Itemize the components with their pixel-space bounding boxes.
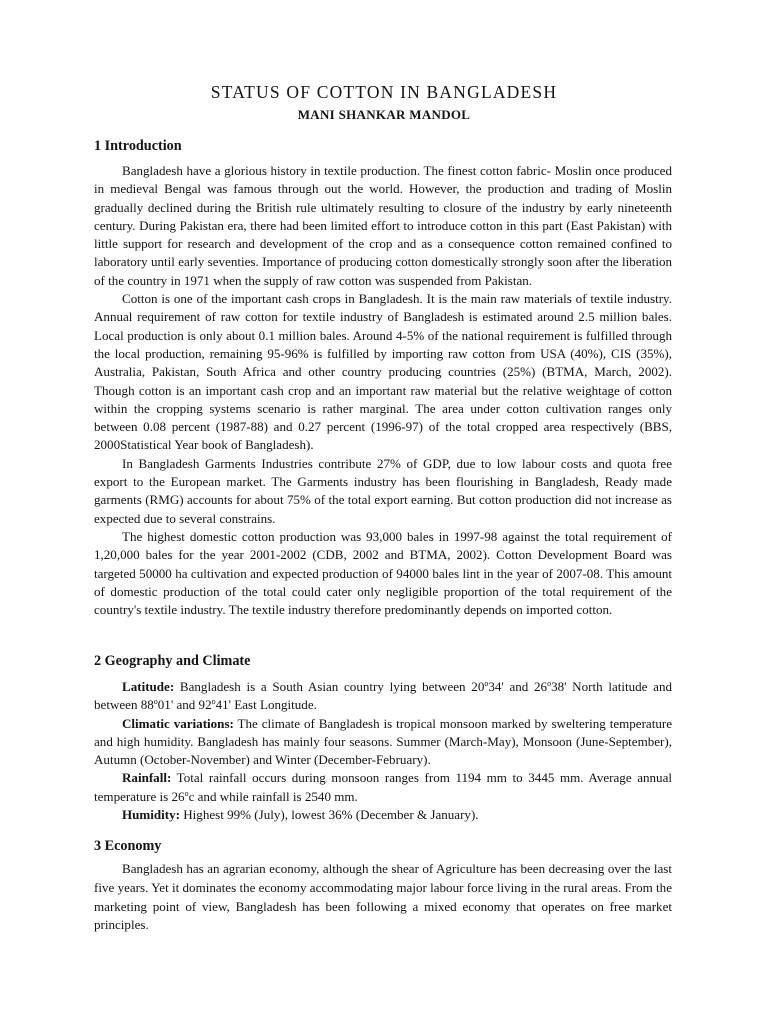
introduction-body — [94, 162, 672, 619]
humidity-text: Highest 99% (July), lowest 36% (December & January). — [180, 807, 479, 823]
rainfall-label: Rainfall: — [122, 770, 172, 786]
degree-superscript: o — [484, 679, 489, 688]
economy-paragraph: Bangladesh has an agrarian economy, although the shear of Agriculture has been decreasing over the last five years. Yet it dominates the economy accommodating major labour force living in the rural areas. From the marketing point of view, Bangladesh has been following a mixed economy that operates on free market principles. — [94, 861, 672, 933]
climate-paragraph — [94, 715, 672, 770]
introduction-paragraph-3: In Bangladesh Garments Industries contribute 27% of GDP, due to low labour costs and quota free export to the European market. The Garments industry has been flourishing in Bangladesh, Ready made garments (RMG) accounts for about 75% of the total export earning. But cotton production did not increase as expected due to several constrains. — [94, 455, 672, 526]
latitude-text: 41' East Longitude. — [215, 697, 317, 713]
climate-label: Climatic variations: — [122, 715, 234, 731]
geography-body — [94, 678, 672, 824]
latitude-text: 01' and 92 — [157, 697, 212, 713]
economy-body — [94, 860, 672, 935]
introduction-paragraph-2: Cotton is one of the important cash crops in Bangladesh. It is the main raw materials of textile industry. Annual requirement of raw cotton for textile industry of Bangladesh is estimated around 2.5 million bales. Local production is only about 0.1 million bales. Around 4-5% of the national requirement is fulfilled through the local production, remaining 95-96% is fulfilled by importing raw cotton from USA (40%), CIS (35%), Australia, Pakistan, South Africa and other country producing countries (25%) (BTMA, March, 2002). Though cotton is an important cash crop and an important raw material but the relative weightage of cotton within the cropping systems scenario is rather marginal. The area under cotton cultivation ranges only between 0.08 percent (1987-88) and 0.27 percent (1996-97) of the total cropped area respectively (BBS, 2000Statistical Year book of Bangladesh). — [94, 291, 672, 453]
degree-superscript: o — [184, 788, 189, 798]
introduction-paragraph-1: Bangladesh have a glorious history in textile production. The finest cotton fabric- Moslin once produced in medieval Bengal was famous through out the world. However, the production and trading of Moslin gradually declined during the British rule ultimately resulting to closure of the industry by early nineteenth century. During Pakistan era, there had been limited effort to introduce cotton in this part (East Pakistan) with little support for research and development of the crop and as a consequence cotton remained confined to laboratory until early seventies. Importance of producing cotton domestically strongly soon after the liberation of the country in 1971 when the supply of raw cotton was suspended from Pakistan. — [94, 163, 672, 288]
introduction-paragraph-4: The highest domestic cotton production was 93,000 bales in 1997-98 against the total requirement of 1,20,000 bales for the year 2001-2002 (CDB, 2002 and BTMA, 2002). Cotton Development Board was targeted 50000 ha cultivation and expected production of 94000 bales lint in the year of 2007-08. This amount of domestic production of the total could cater only negligible proportion of the total requirement of the country's textile industry. The textile industry therefore predominantly depends on imported cotton. — [94, 528, 672, 618]
humidity-paragraph — [94, 806, 672, 824]
document-title: STATUS OF COTTON IN BANGLADESH — [210, 82, 558, 102]
latitude-text: 38' North latitude and between 88 — [94, 679, 673, 713]
rainfall-paragraph — [94, 769, 672, 806]
section-heading-economy: 3 Economy — [94, 838, 162, 854]
degree-superscript: o — [153, 697, 158, 707]
latitude-text: 34' and 26 — [488, 679, 548, 694]
latitude-label: Latitude: — [122, 679, 175, 694]
latitude-paragraph — [94, 678, 672, 715]
section-heading-introduction: 1 Introduction — [94, 138, 182, 154]
latitude-text: Bangladesh is a South Asian country lying between 20 — [174, 679, 485, 694]
climate-text: The climate of Bangladesh is tropical monsoon marked by sweltering temperature and high humidity. Bangladesh has mainly four seasons. Summer (March-May), Monsoon (June-September), Autumn (October-November) and Winter (December-February). — [94, 715, 672, 768]
degree-superscript: o — [211, 697, 216, 707]
rainfall-text: c and while rainfall is 2540 mm. — [188, 788, 358, 804]
humidity-label: Humidity: — [122, 807, 180, 823]
rainfall-text: Total rainfall occurs during monsoon ranges from 1194 mm to 3445 mm. Average annual temperature is 26 — [94, 770, 672, 804]
author-name: MANI SHANKAR MANDOL — [297, 107, 471, 122]
degree-superscript: o — [547, 679, 552, 688]
section-heading-geography: 2 Geography and Climate — [94, 653, 251, 669]
